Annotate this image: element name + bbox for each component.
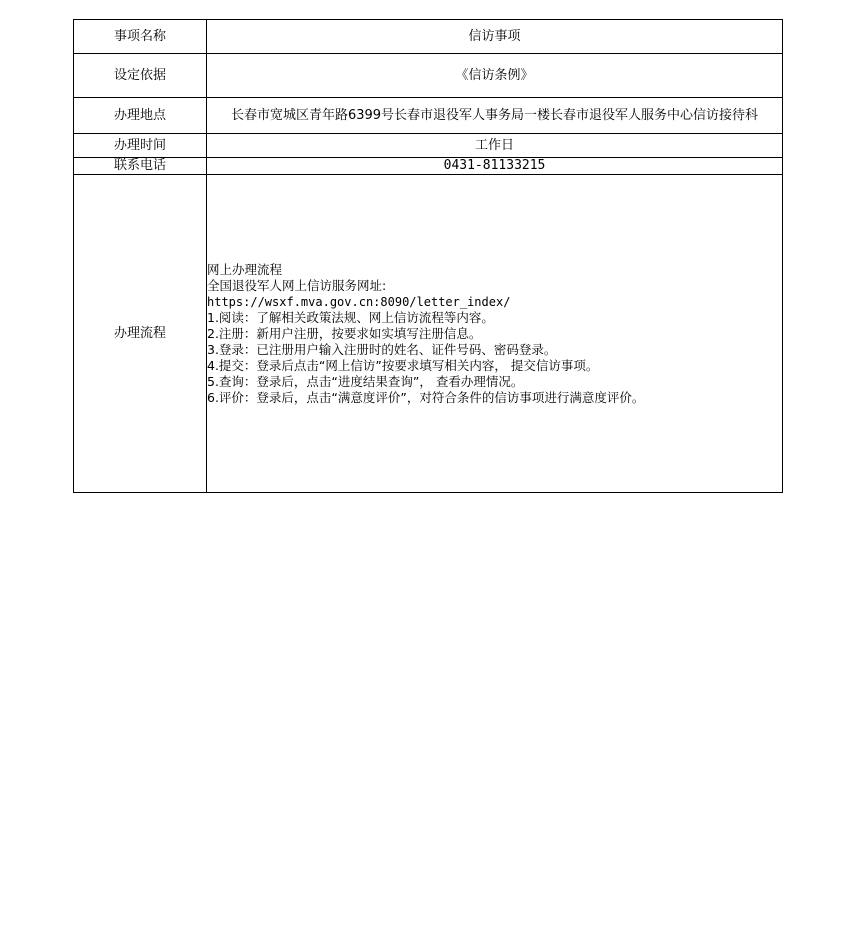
location-value: 长春市宽城区青年路6399号长春市退役军人事务局一楼长春市退役军人服务中心信访接待科 — [207, 98, 783, 134]
basis-value: 《信访条例》 — [207, 54, 783, 98]
table-row-phone — [74, 158, 783, 175]
table-row-item-name — [74, 20, 783, 54]
process-step-submit: 4.提交：登录后点击“网上信访”按要求填写相关内容， 提交信访事项。 — [207, 357, 599, 373]
phone-label: 联系电话 — [74, 158, 207, 175]
location-label: 办理地点 — [74, 98, 207, 134]
process-step-login: 3.登录：已注册用户输入注册时的姓名、证件号码、密码登录。 — [207, 341, 557, 357]
service-info-table — [73, 19, 783, 493]
process-step-read: 1.阅读：了解相关政策法规、网上信访流程等内容。 — [207, 309, 494, 325]
table-row-basis — [74, 54, 783, 98]
process-steps — [207, 262, 782, 406]
table-row-location — [74, 98, 783, 134]
item-name-label: 事项名称 — [74, 20, 207, 54]
hours-value: 工作日 — [207, 134, 783, 158]
table-row-process — [74, 175, 783, 493]
table-row-hours — [74, 134, 783, 158]
process-site-url: https://wsxf.mva.gov.cn:8090/letter_index/ — [207, 294, 511, 309]
process-site-label: 全国退役军人网上信访服务网址: — [207, 277, 387, 293]
process-value — [207, 175, 783, 493]
phone-value: 0431-81133215 — [207, 158, 783, 175]
basis-label: 设定依据 — [74, 54, 207, 98]
process-label: 办理流程 — [74, 175, 207, 493]
process-step-evaluate: 6.评价：登录后，点击“满意度评价”，对符合条件的信访事项进行满意度评价。 — [207, 389, 645, 405]
hours-label: 办理时间 — [74, 134, 207, 158]
process-heading: 网上办理流程 — [207, 261, 283, 277]
process-step-register: 2.注册：新用户注册，按要求如实填写注册信息。 — [207, 325, 482, 341]
process-step-query: 5.查询：登录后，点击“进度结果查询”， 查看办理情况。 — [207, 373, 524, 389]
item-name-value: 信访事项 — [207, 20, 783, 54]
